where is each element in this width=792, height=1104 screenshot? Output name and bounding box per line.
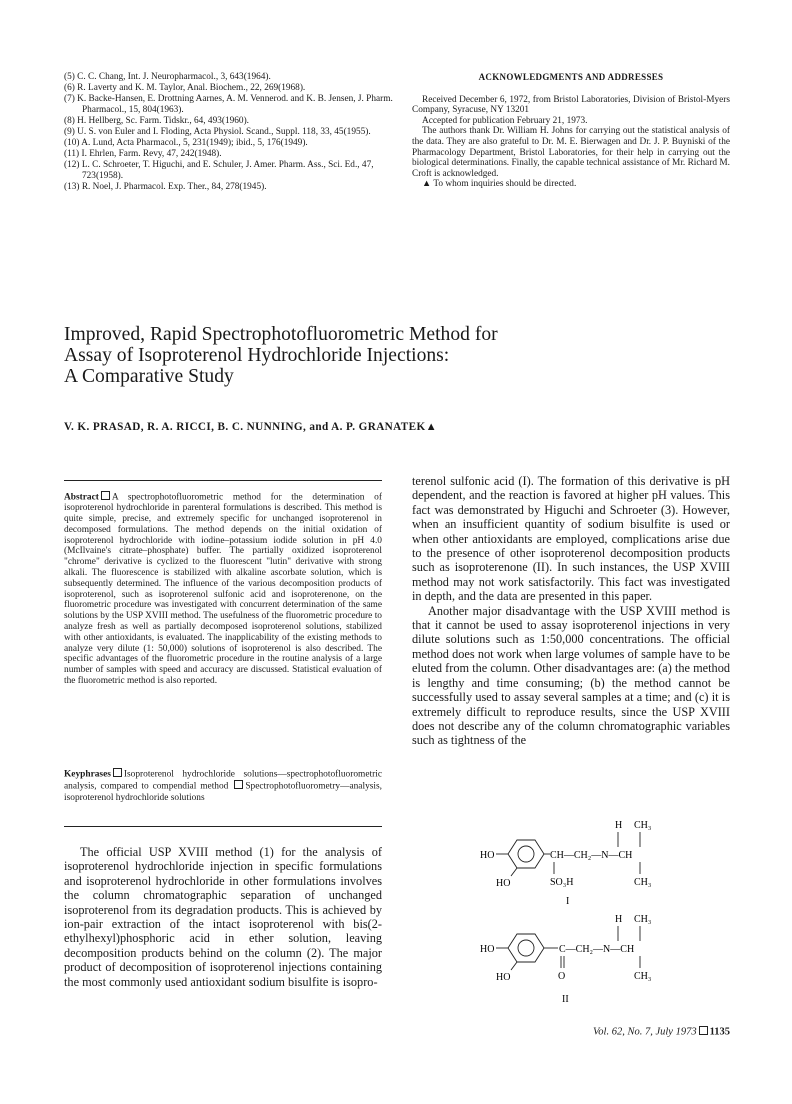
benzene-ring [508, 934, 544, 962]
article-title [64, 324, 744, 387]
ack-paragraph: The authors thank Dr. William H. Johns for carrying out the statistical analysis of the data. They are also grateful to Dr. M. E. Bierwagen and Dr. J. P. Buyniski of the Pharmacology Department, Bristol Laboratories, for their help in carrying out the biological determinations. Finally, the capable technical assistance of Mr. Richard M. Croft is acknowledged. [412, 126, 730, 179]
benzene-ring [508, 840, 544, 868]
journal-citation: Vol. 62, No. 7, July 1973 [593, 1026, 697, 1038]
structure-ii-drawing [478, 912, 698, 1004]
structure-label: II [562, 994, 569, 1004]
references-list [64, 72, 396, 193]
acknowledgments-heading: ACKNOWLEDGMENTS AND ADDRESSES [478, 72, 664, 82]
page-number: 1135 [709, 1026, 730, 1038]
chemical-structure-i [478, 818, 698, 904]
structure-text: HO [480, 850, 495, 861]
structure-text: SO₃H [550, 877, 574, 888]
box-icon [234, 780, 243, 789]
structure-text: C—CH₂—N—CH [559, 944, 635, 955]
structure-i-drawing [478, 818, 698, 904]
ack-paragraph: ▲ To whom inquiries should be directed. [422, 179, 577, 190]
page-footer [593, 1026, 730, 1038]
abstract-bottom-rule [64, 826, 382, 827]
structure-text: H [615, 820, 623, 831]
box-icon [699, 1026, 708, 1035]
keyphrases-text: Spectrophotofluorometry—analysis, isoproterenol hydrochloride solutions [64, 781, 383, 803]
reference-item: (13) R. Noel, J. Pharmacol. Exp. Ther., 84, 278(1945). [64, 181, 267, 192]
reference-item: (7) K. Backe-Hansen, E. Drottning Aarnes, A. M. Vennerod. and K. B. Jensen, J. Pharm. Pharmacol., 15, 804(1963). [64, 94, 393, 115]
structure-text: HO [496, 972, 511, 983]
keyphrases [64, 768, 382, 803]
keyphrases-text: Isoproterenol hydrochloride solutions—spectrophotofluorometric analysis, compared to compendial method [64, 769, 382, 792]
structure-text: HO [496, 878, 511, 889]
reference-item: (11) I. Ehrlen, Farm. Revy, 47, 242(1948). [64, 149, 222, 160]
keyphrases-label: Keyphrases [64, 769, 111, 780]
body-paragraph: Another major disadvantage with the USP XVIII method is that it cannot be used to assay isoproterenol injections in very dilute solutions such as 1:50,000 concentrations. The official method does not work when large volumes of sample have to be eluted from the column. Other disadvantages are: (a) the method is lengthy and time consuming; (b) the method cannot be successfully used to assay several samples at a time; and (c) it is extremely difficult to reproduce results, since the USP XVIII does not describe any of the column chromatographic variables such as tightness of the [412, 603, 730, 748]
title-line: A Comparative Study [64, 366, 234, 387]
reference-item: (9) U. S. von Euler and I. Floding, Acta Physiol. Scand., Suppl. 118, 33, 45(1955). [64, 126, 371, 137]
reference-item: (12) L. C. Schroeter, T. Higuchi, and E. Schuler, J. Amer. Pharm. Ass., Sci. Ed., 47, 723(1958). [64, 160, 374, 181]
title-line: Improved, Rapid Spectrophotofluorometric Method for [64, 324, 498, 345]
reference-item: (5) C. C. Chang, Int. J. Neuropharmacol., 3, 643(1964). [64, 72, 271, 82]
structure-text: O [558, 971, 566, 982]
structure-text: CH₃ [634, 820, 652, 831]
structure-text: CH—CH₂—N—CH [550, 850, 633, 861]
abstract [64, 491, 382, 687]
body-paragraph: terenol sulfonic acid (I). The formation of this derivative is pH dependent, and the reaction is favored at higher pH values. This fact was demonstrated by Higuchi and Schroeter (3). However, when an insufficient quantity of sodium bisulfite is used or when other antioxidants are employed, complications arise due to the presence of other isoproterenol decomposition products such as isoproterenone (II). In such instances, the USP XVIII method may not work satisfactorily. This fact was investigated in depth, and the data are presented in this paper. [412, 474, 730, 604]
acknowledgments-section [412, 72, 730, 190]
ack-paragraph: Accepted for publication February 21, 1973. [422, 115, 588, 126]
abstract-label: Abstract [64, 492, 99, 503]
abstract-text: A spectrophotofluorometric method for the determination of isoproterenol hydrochloride in parenteral formulations is described. This method is quite simple, precise, and extremely specific for unchanged isoproterenol in decomposed formulations. The method depends on the initial oxidation of isoproterenol hydrochloride with iodine–potassium iodide solution in pH 4.0 (McIlvaine's citrate–phosphate) buffer. The partially oxidized isoproterenol "chrome" derivative is cyclized to the fluorescent "lutin" derivative with strong alkali. The fluorescence is stabilized with alkaline ascorbate solution, which is subsequently determined. The influence of the various decomposition products of isoproterenol, such as isoproterenol sulfonic acid and isoproterenone, on the fluorometric procedure was investigated with concurrent determination of the same solutions by the USP XVIII method. The usefulness of the fluorometric procedure to analyze fresh as well as partially decomposed isoproterenol solutions, stabilized with other antioxidants, is evaluated. The inapplicability of the existing methods to analyze very dilute (1: 50,000) solutions of isoproterenol is also described. The specific advantages of the fluorometric procedure in the routine analysis of a large number of samples with speed and accuracy are discussed. Statistical evaluation of the fluorometric method is also reported. [64, 492, 382, 687]
chemical-structure-ii [478, 912, 698, 1004]
reference-item: (8) H. Hellberg, Sc. Farm. Tidskr., 64, 493(1960). [64, 115, 249, 126]
abstract-top-rule [64, 480, 382, 481]
reference-item: (6) R. Laverty and K. M. Taylor, Anal. Biochem., 22, 269(1968). [64, 83, 306, 94]
structure-text: CH₃ [634, 971, 652, 982]
author-list: V. K. PRASAD, R. A. RICCI, B. C. NUNNING, and A. P. GRANATEK▲ [64, 421, 438, 433]
structure-text: H [615, 914, 623, 925]
structure-text: CH₃ [634, 914, 652, 925]
box-icon [113, 768, 122, 777]
intro-paragraph [64, 845, 382, 989]
body-paragraph: The official USP XVIII method (1) for the analysis of isoproterenol hydrochloride injection in specific formulations and isoproterenol hydrochloride in other formulations involves the column chromatographic separation of unchanged isoproterenol from its degradation products. This is achieved by ion-pair extraction of the intact isoproterenol with bis(2-ethylhexyl)phosphoric acid in ether solution, leaving decomposition products behind on the column (2). The major product of decomposition of isoproterenol injections containing the most commonly used antioxidant sodium bisulfite is isopro- [64, 845, 382, 989]
reference-item: (10) A. Lund, Acta Pharmacol., 5, 231(1949); ibid., 5, 176(1949). [64, 138, 308, 149]
structure-text: HO [480, 944, 495, 955]
structure-text: CH₃ [634, 877, 652, 888]
box-icon [101, 491, 110, 500]
right-column-text [412, 474, 730, 748]
title-line: Assay of Isoproterenol Hydrochloride Injections: [64, 345, 450, 366]
structure-label: I [566, 896, 570, 904]
ack-paragraph: Received December 6, 1972, from Bristol Laboratories, Division of Bristol-Myers Company, Syracuse, NY 13201 [412, 94, 730, 116]
